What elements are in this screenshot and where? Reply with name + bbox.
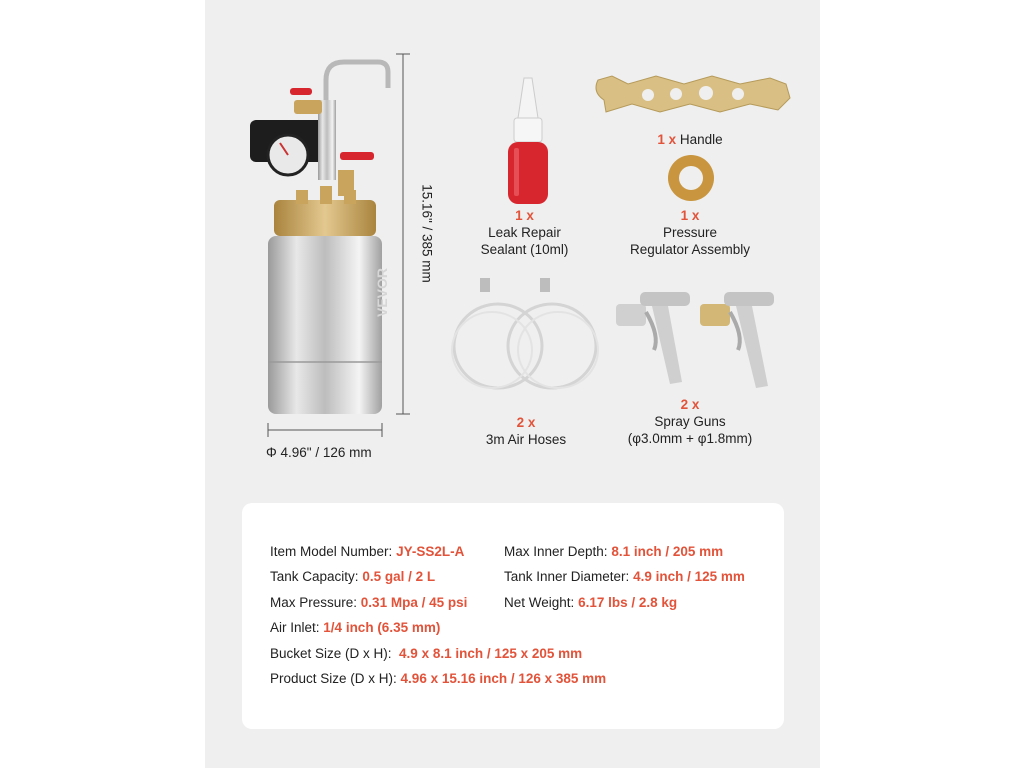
- tank-brand-text: VEVOR: [374, 267, 390, 317]
- spec-net-weight: Net Weight: 6.17 lbs / 2.8 kg: [504, 595, 678, 610]
- part-handle: 1 x Handle: [657, 132, 723, 147]
- height-dimension-label: 15.16" / 385 mm: [419, 184, 435, 283]
- spec-pressure: Max Pressure: 0.31 Mpa / 45 psi: [270, 595, 468, 610]
- spec-air-inlet: Air Inlet: 1/4 inch (6.35 mm): [270, 620, 441, 635]
- part-spray-guns: 2 x Spray Guns (φ3.0mm + φ1.8mm): [627, 397, 753, 446]
- spec-bucket-size: Bucket Size (D x H): 4.9 x 8.1 inch / 125 x 205 mm: [270, 646, 583, 661]
- spec-model: Item Model Number: JY-SS2L-A: [270, 544, 465, 559]
- spec-inner-depth: Max Inner Depth: 8.1 inch / 205 mm: [504, 544, 724, 559]
- spec-product-size: Product Size (D x H): 4.96 x 15.16 inch / 126 x 385 mm: [270, 671, 607, 686]
- spec-capacity: Tank Capacity: 0.5 gal / 2 L: [270, 569, 436, 584]
- spec-inner-diameter: Tank Inner Diameter: 4.9 inch / 125 mm: [504, 569, 745, 584]
- spec-card: [242, 503, 784, 729]
- diameter-dimension-label: Φ 4.96" / 126 mm: [266, 445, 372, 460]
- part-regulator-assembly: 1 x Pressure Regulator Assembly: [629, 208, 751, 257]
- part-sealant: 1 x Leak Repair Sealant (10ml): [480, 208, 569, 257]
- part-air-hoses: 2 x 3m Air Hoses: [485, 415, 567, 447]
